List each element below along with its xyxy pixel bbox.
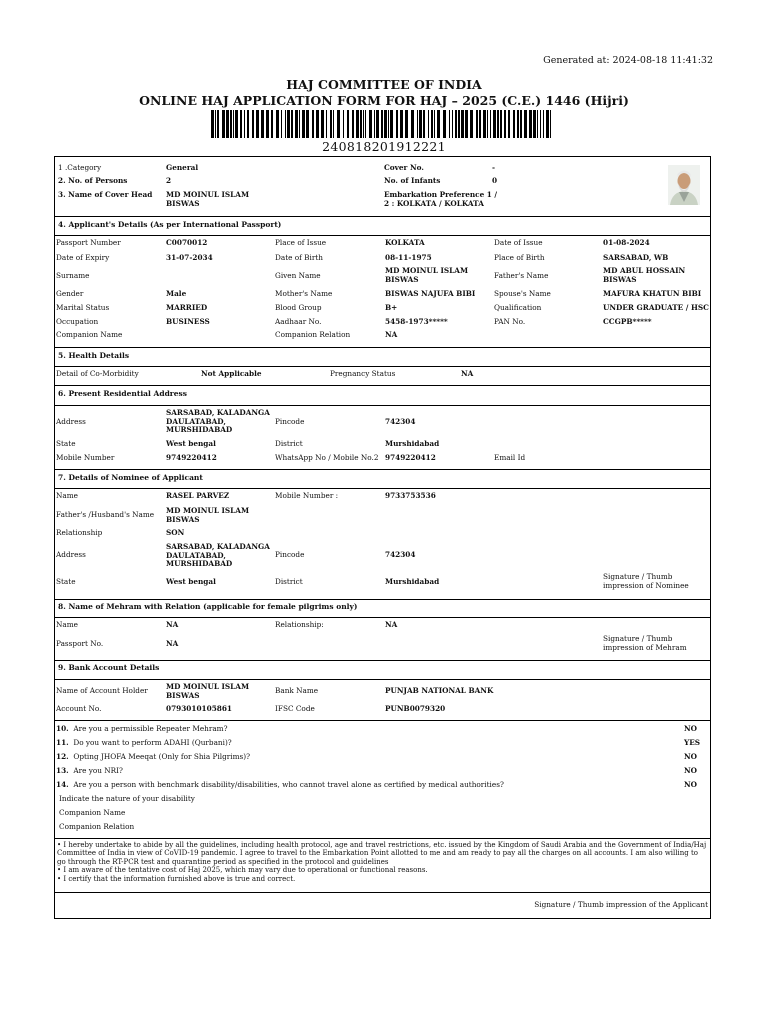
barcode-number: 240818201912221 [322,139,446,154]
date-of-expiry-label: Date of Expiry [56,253,110,262]
bank-section-title: 9. Bank Account Details [58,663,160,672]
barcode-bar [513,110,515,138]
barcode-bar [508,110,510,138]
barcode-bar [337,110,340,138]
barcode-bar [423,110,425,138]
barcode-bar [411,110,414,138]
question-text: Opting JHOFA Meeqat (Only for Shia Pilgrims)? [73,752,251,761]
barcode-bar [330,110,332,138]
barcode-bar [546,110,549,138]
barcode-bar [247,110,249,138]
category-label: 1 .Category [58,163,102,172]
blood-group-value: B+ [385,303,398,312]
pincode-value: 742304 [385,417,416,426]
applicant-signature-label: Signature / Thumb impression of the Applicant [534,900,708,909]
barcode-bar [434,110,435,138]
form-title: HAJ COMMITTEE OF INDIA [286,77,482,92]
embarkation-preference: Embarkation Preference 1 / 2 : KOLKATA / KOLKATA [384,190,498,208]
surname-label: Surname [56,271,90,280]
question-text: Are you a person with benchmark disability/disabilities, who cannot travel alone as certified by medical authorities? [73,780,504,789]
address-label: Address [56,417,86,426]
mother-name-value: BISWAS NAJUFA BIBI [385,289,476,298]
declaration-item: • I am aware of the tentative cost of Haj 2025, which may vary due to operational or functional reasons. [57,866,428,875]
barcode-bar [326,110,327,138]
given-name-value: MD MOINUL ISLAM BISWAS [385,266,469,284]
nominee-district-label: District [275,577,303,586]
email-label: Email Id [494,453,526,462]
mobile-label: Mobile Number [56,453,115,462]
address-value: SARSABAD, KALADANGA DAULATABAD, MURSHIDABAD [166,408,270,435]
cover-head-label: 3. Name of Cover Head [58,190,153,199]
barcode-bar [533,110,536,138]
father-name-label: Father's Name [494,271,549,280]
blood-group-label: Blood Group [275,303,322,312]
nominee-pincode-value: 742304 [385,550,416,559]
marital-status-value: MARRIED [166,303,208,312]
barcode-bar [376,110,379,138]
passport-number-label: Passport Number [56,238,121,247]
companion-relation-value: NA [385,330,398,339]
qualification-value: UNDER GRADUATE / HSC [603,303,709,312]
place-of-issue-value: KOLKATA [385,238,425,247]
nominee-mobile-label: Mobile Number : [275,491,339,500]
barcode-bar [384,110,387,138]
declaration-item: • I certify that the information furnished above is true and correct. [57,874,296,883]
barcode-bar [291,110,293,138]
mehram-relationship-label: Relationship: [275,620,324,629]
form-subtitle: ONLINE HAJ APPLICATION FORM FOR HAJ – 2025 (C.E.) 1446 (Hijri) [139,93,629,108]
barcode-bar [537,110,538,138]
barcode-bar [550,110,551,138]
barcode-bar [520,110,522,138]
bank-name-value: PUNJAB NATIONAL BANK [385,686,494,695]
marital-status-label: Marital Status [56,303,110,312]
barcode-bar [374,110,375,138]
barcode-bar [540,110,541,138]
pan-label: PAN No. [494,317,526,326]
barcode-bar [302,110,305,138]
question-answer: YES [684,738,701,747]
barcode-bar [487,110,488,138]
barcode-bar [256,110,259,138]
question-row [56,753,250,762]
declarations [57,841,707,883]
barcode-bar [524,110,527,138]
barcode-bar [465,110,468,138]
barcode-bar [458,110,460,138]
barcode-bar [235,110,238,138]
barcode-bar [233,110,234,138]
generated-timestamp: Generated at: 2024-08-18 11:41:32 [543,55,713,66]
companion-name-label: Companion Name [56,330,123,339]
barcode-bar [365,110,366,138]
mehram-passport-value: NA [166,639,179,648]
date-of-issue-label: Date of Issue [494,238,543,247]
question-answer: NO [684,724,698,733]
barcode-bar [266,110,269,138]
mobile-value: 9749220412 [166,453,217,462]
disability-companion-relation-label: Companion Relation [59,822,135,831]
occupation-value: BUSINESS [166,317,210,326]
district-value: Murshidabad [385,439,440,448]
companion-relation-label: Companion Relation [275,330,351,339]
question-text: Are you NRI? [73,766,123,775]
barcode-bar [244,110,245,138]
barcode-bar [363,110,364,138]
account-holder-value: MD MOINUL ISLAM BISWAS [166,682,250,700]
cover-head-value: MD MOINUL ISLAM BISWAS [166,190,250,208]
barcode-bar [443,110,446,138]
district-label: District [275,439,303,448]
bank-name-label: Bank Name [275,686,319,695]
barcode-bar [333,110,334,138]
question-number: 13. [56,766,69,775]
barcode-bar [529,110,532,138]
barcode-bar [479,110,481,138]
date-of-issue-value: 01-08-2024 [603,238,650,247]
barcode-bar [217,110,219,138]
gender-value: Male [166,289,187,298]
barcode-bar [500,110,502,138]
nominee-name-value: RASEL PARVEZ [166,491,230,500]
barcode-bar [343,110,344,138]
barcode-bar [299,110,300,138]
disability-nature-label: Indicate the nature of your disability [59,794,195,803]
barcode-bar [226,110,229,138]
pregnancy-value: NA [461,369,474,378]
mother-name-label: Mother's Name [275,289,333,298]
aadhaar-value: 5458-1973***** [385,317,448,326]
barcode-bar [470,110,473,138]
barcode-bar [455,110,457,138]
category-value: General [166,163,199,172]
barcode-bar [449,110,450,138]
nominee-name-label: Name [56,491,78,500]
barcode-bar [400,110,403,138]
nominee-state-value: West bengal [166,577,216,586]
barcode-bar [271,110,273,138]
question-answer: NO [684,780,698,789]
barcode-bar [222,110,225,138]
gender-label: Gender [56,289,84,298]
nominee-section-title: 7. Details of Nominee of Applicant [58,473,203,482]
comorbidity-label: Detail of Co-Morbidity [56,369,139,378]
account-number-label: Account No. [56,704,102,713]
account-holder-label: Name of Account Holder [56,686,148,695]
question-row [56,725,228,734]
account-number-value: 0793010105861 [166,704,233,713]
ifsc-label: IFSC Code [275,704,315,713]
nominee-pincode-label: Pincode [275,550,305,559]
date-of-birth-value: 08-11-1975 [385,253,432,262]
barcode-bar [452,110,453,138]
nominee-district-value: Murshidabad [385,577,440,586]
application-form [54,156,711,919]
mehram-name-value: NA [166,620,179,629]
whatsapp-label: WhatsApp No / Mobile No.2 [275,453,379,462]
pan-value: CCGPB***** [603,317,652,326]
passport-number-value: C0070012 [166,238,208,247]
barcode-bar [312,110,314,138]
barcode-bar [461,110,464,138]
mehram-section-title: 8. Name of Mehram with Relation (applicable for female pilgrims only) [58,602,358,611]
mehram-passport-label: Passport No. [56,639,104,648]
barcode-bar [276,110,279,138]
barcode-bar [252,110,254,138]
question-number: 12. [56,752,69,761]
barcode-bar [261,110,264,138]
cover-no-value: - [492,163,496,172]
barcode-bar [437,110,440,138]
nominee-address-value: SARSABAD, KALADANGA DAULATABAD, MURSHIDABAD [166,542,270,569]
barcode-bar [240,110,242,138]
nominee-signature-label: Signature / Thumb impression of Nominee [603,572,689,590]
barcode-bar [405,110,408,138]
barcode-bar [490,110,491,138]
barcode-bar [285,110,286,138]
date-of-birth-label: Date of Birth [275,253,323,262]
cover-no-label: Cover No. [384,163,424,172]
barcode-bar [483,110,486,138]
persons-value: 2 [166,176,172,185]
whatsapp-value: 9749220412 [385,453,436,462]
occupation-label: Occupation [56,317,99,326]
barcode-bar [369,110,372,138]
barcode-bar [215,110,216,138]
question-row [56,781,504,790]
place-of-birth-label: Place of Birth [494,253,545,262]
mehram-relationship-value: NA [385,620,398,629]
persons-label: 2. No. of Persons [58,176,128,185]
question-row [56,767,123,776]
nominee-relationship-label: Relationship [56,528,103,537]
barcode-bar [476,110,478,138]
question-text: Do you want to perform ADAHI (Qurbani)? [73,738,232,747]
place-of-issue-label: Place of Issue [275,238,327,247]
pregnancy-label: Pregnancy Status [330,369,396,378]
residence-section-title: 6. Present Residential Address [58,389,187,398]
question-number: 11. [56,738,69,747]
nominee-address-label: Address [56,550,86,559]
nominee-relationship-value: SON [166,528,185,537]
question-answer: NO [684,766,698,775]
health-section-title: 5. Health Details [58,351,130,360]
applicant-section-title: 4. Applicant's Details (As per International Passport) [58,220,282,229]
mehram-name-label: Name [56,620,78,629]
barcode-bar [431,110,433,138]
barcode-bar [211,110,214,138]
applicant-photo [668,165,700,205]
barcode-bar [316,110,319,138]
barcode-bar [497,110,499,138]
question-number: 14. [56,780,69,789]
barcode-bar [360,110,362,138]
barcode-bar [287,110,290,138]
question-number: 10. [56,724,69,733]
qualification-label: Qualification [494,303,542,312]
question-text: Are you a permissible Repeater Mehram? [73,724,228,733]
place-of-birth-value: SARSABAD, WB [603,253,669,262]
barcode-bar [417,110,418,138]
barcode-bar [390,110,393,138]
barcode [211,110,553,138]
barcode-bar [517,110,519,138]
declaration-item: • I hereby undertake to abide by all the guidelines, including health protocol, age and travel restrictions, etc. issued by the Kingdom of Saudi Arabia and the Government of India/Haj Committee of India in view of CoVID-19 pandemic. I agree to travel to the Embarkation Point allotted to me and am ready to pay all the charges on all accounts. I am also willing to go through the RT-PCR test and quarantine period as specified in the protocol and guidelines [57,841,707,866]
question-answer: NO [684,752,698,761]
barcode-bar [428,110,429,138]
barcode-bar [321,110,324,138]
barcode-bar [396,110,398,138]
infants-value: 0 [492,176,498,185]
nominee-state-label: State [56,577,76,586]
nominee-mobile-value: 9733753536 [385,491,436,500]
barcode-bar [504,110,506,138]
ifsc-value: PUNB0079320 [385,704,446,713]
question-row [56,739,232,748]
state-label: State [56,439,76,448]
mehram-signature-label: Signature / Thumb impression of Mehram [603,634,687,652]
spouse-name-label: Spouse's Name [494,289,551,298]
barcode-bar [230,110,232,138]
barcode-bar [543,110,544,138]
date-of-expiry-value: 31-07-2034 [166,253,213,262]
given-name-label: Given Name [275,271,321,280]
barcode-bar [419,110,422,138]
infants-label: No. of Infants [384,176,441,185]
disability-companion-name-label: Companion Name [59,808,126,817]
pincode-label: Pincode [275,417,305,426]
nominee-father-label: Father's /Husband's Name [56,510,155,519]
barcode-bar [281,110,282,138]
barcode-bar [388,110,389,138]
father-name-value: MD ABUL HOSSAIN BISWAS [603,266,686,284]
barcode-bar [295,110,298,138]
comorbidity-value: Not Applicable [201,369,262,378]
barcode-bar [306,110,309,138]
barcode-bar [352,110,354,138]
spouse-name-value: MAFURA KHATUN BIBI [603,289,702,298]
barcode-bar [493,110,496,138]
aadhaar-label: Aadhaar No. [275,317,322,326]
state-value: West bengal [166,439,216,448]
barcode-bar [356,110,359,138]
nominee-father-value: MD MOINUL ISLAM BISWAS [166,506,250,524]
barcode-bar [347,110,349,138]
barcode-bar [381,110,383,138]
